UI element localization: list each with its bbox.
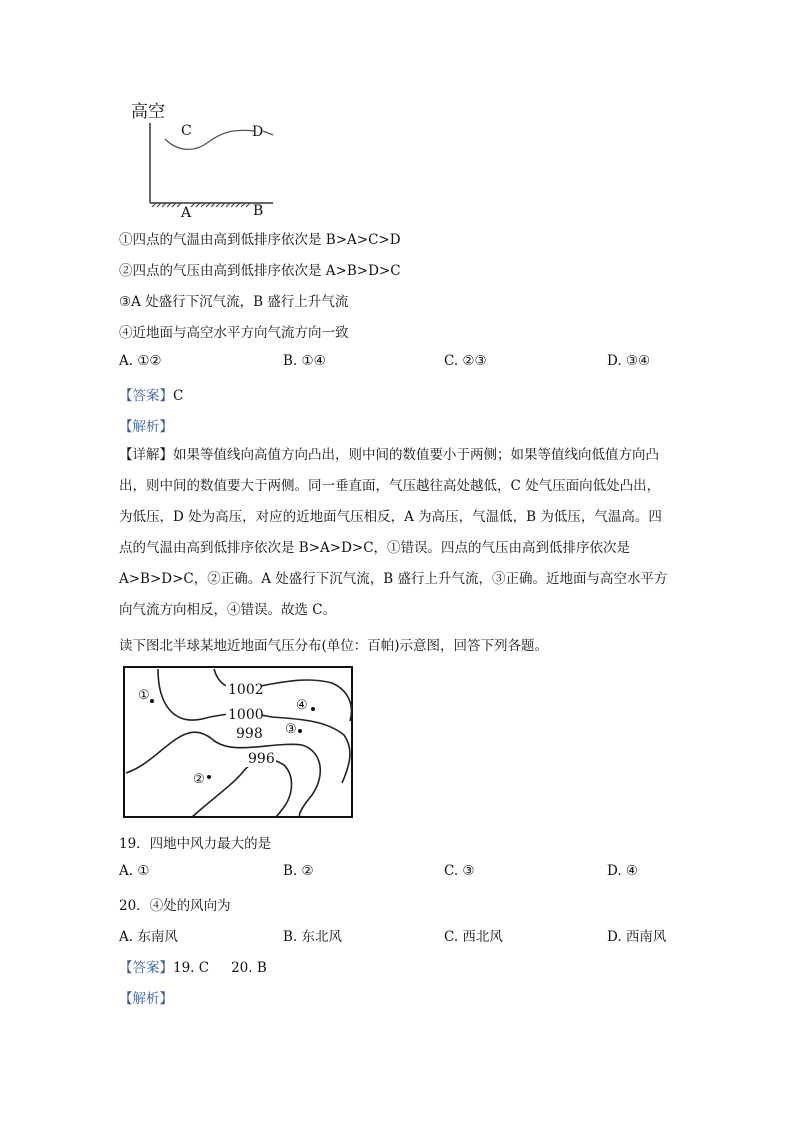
detail-line-3: 为低压，D 处为高压，对应的近地面气压相反，A 为高压，气温低，B 为低压，气温高。四 (119, 509, 662, 525)
q18-option-b: B. ①④ (283, 353, 326, 369)
label-998: 998 (236, 726, 263, 742)
q18-analysis-label: 【解析】 (119, 419, 173, 435)
label-1000: 1000 (228, 707, 264, 723)
answer-20: 20. B (231, 960, 267, 976)
q18-option-a: A. ①② (119, 353, 162, 369)
label-d: D (252, 124, 264, 140)
label-996: 996 (248, 751, 275, 767)
point-4-label: ④ (296, 698, 308, 713)
answers-label: 【答案】 (119, 960, 173, 976)
q20-option-d: D. 西南风 (607, 929, 667, 945)
answer-19: 19. C (173, 960, 210, 976)
answer-value: C (173, 388, 184, 404)
label-a: A (181, 205, 192, 220)
detail-line-4: 点的气温由高到低排序依次是 B>A>D>C，①错误。四点的气压由高到低排序依次是 (119, 540, 631, 556)
q18-detail (119, 440, 679, 626)
point-4-dot (311, 707, 315, 711)
q18-option-d: D. ③④ (607, 353, 651, 369)
detail-line-2: 出，则中间的数值要大于两侧。同一垂直面，气压越往高处越低，C 处气压面向低处凸出， (119, 478, 661, 494)
q19-option-a: A. ① (119, 863, 150, 879)
detail-label: 【详解】 (119, 447, 173, 463)
label-1002: 1002 (228, 682, 264, 698)
label-high-altitude: 高空 (131, 102, 165, 122)
detail-line-1 (119, 440, 679, 471)
isobaric-curve-tail (263, 131, 273, 135)
statement-2: ②四点的气压由高到低排序依次是 A>B>D>C (119, 263, 401, 279)
q18-option-c: C. ②③ (444, 353, 487, 369)
answers-19-20 (119, 956, 267, 976)
point-3-label: ③ (285, 722, 297, 737)
q20-option-a: A. 东南风 (119, 929, 178, 945)
q19-option-d: D. ④ (607, 863, 639, 879)
point-1-label: ① (138, 688, 150, 703)
point-2-dot (207, 775, 211, 779)
q19-option-b: B. ② (283, 863, 314, 879)
isobaric-curve (165, 130, 255, 149)
point-2-label: ② (193, 772, 205, 787)
label-c: C (181, 123, 192, 139)
point-1-dot (150, 699, 154, 703)
q20-option-c: C. 西北风 (444, 929, 503, 945)
isobar-surface-diagram (125, 95, 285, 220)
detail-line-6: 向气流方向相反，④错误。故选 C。 (119, 602, 337, 618)
answer-label: 【答案】 (119, 388, 173, 404)
isobar-map (122, 665, 354, 820)
intro-text: 读下图北半球某地近地面气压分布(单位：百帕)示意图，回答下列各题。 (119, 638, 549, 654)
statement-3: ③A 处盛行下沉气流，B 盛行上升气流 (119, 294, 349, 310)
q18-answer (119, 384, 183, 404)
detail-line-5: A>B>D>C，②正确。A 处盛行下沉气流，B 盛行上升气流，③正确。近地面与高空水平方 (119, 571, 668, 587)
detail-text-1: 如果等值线向高值方向凸出，则中间的数值要小于两侧；如果等值线向低值方向凸 (173, 447, 659, 463)
q19-stem: 19．四地中风力最大的是 (119, 836, 272, 852)
analysis-label-2: 【解析】 (119, 991, 173, 1007)
q20-stem: 20．④处的风向为 (119, 898, 231, 914)
statement-4: ④近地面与高空水平方向气流方向一致 (119, 325, 349, 341)
label-b: B (253, 203, 264, 219)
statement-1: ①四点的气温由高到低排序依次是 B>A>C>D (119, 232, 401, 248)
q19-option-c: C. ③ (444, 863, 475, 879)
q20-option-b: B. 东北风 (283, 929, 343, 945)
point-3-dot (298, 729, 302, 733)
